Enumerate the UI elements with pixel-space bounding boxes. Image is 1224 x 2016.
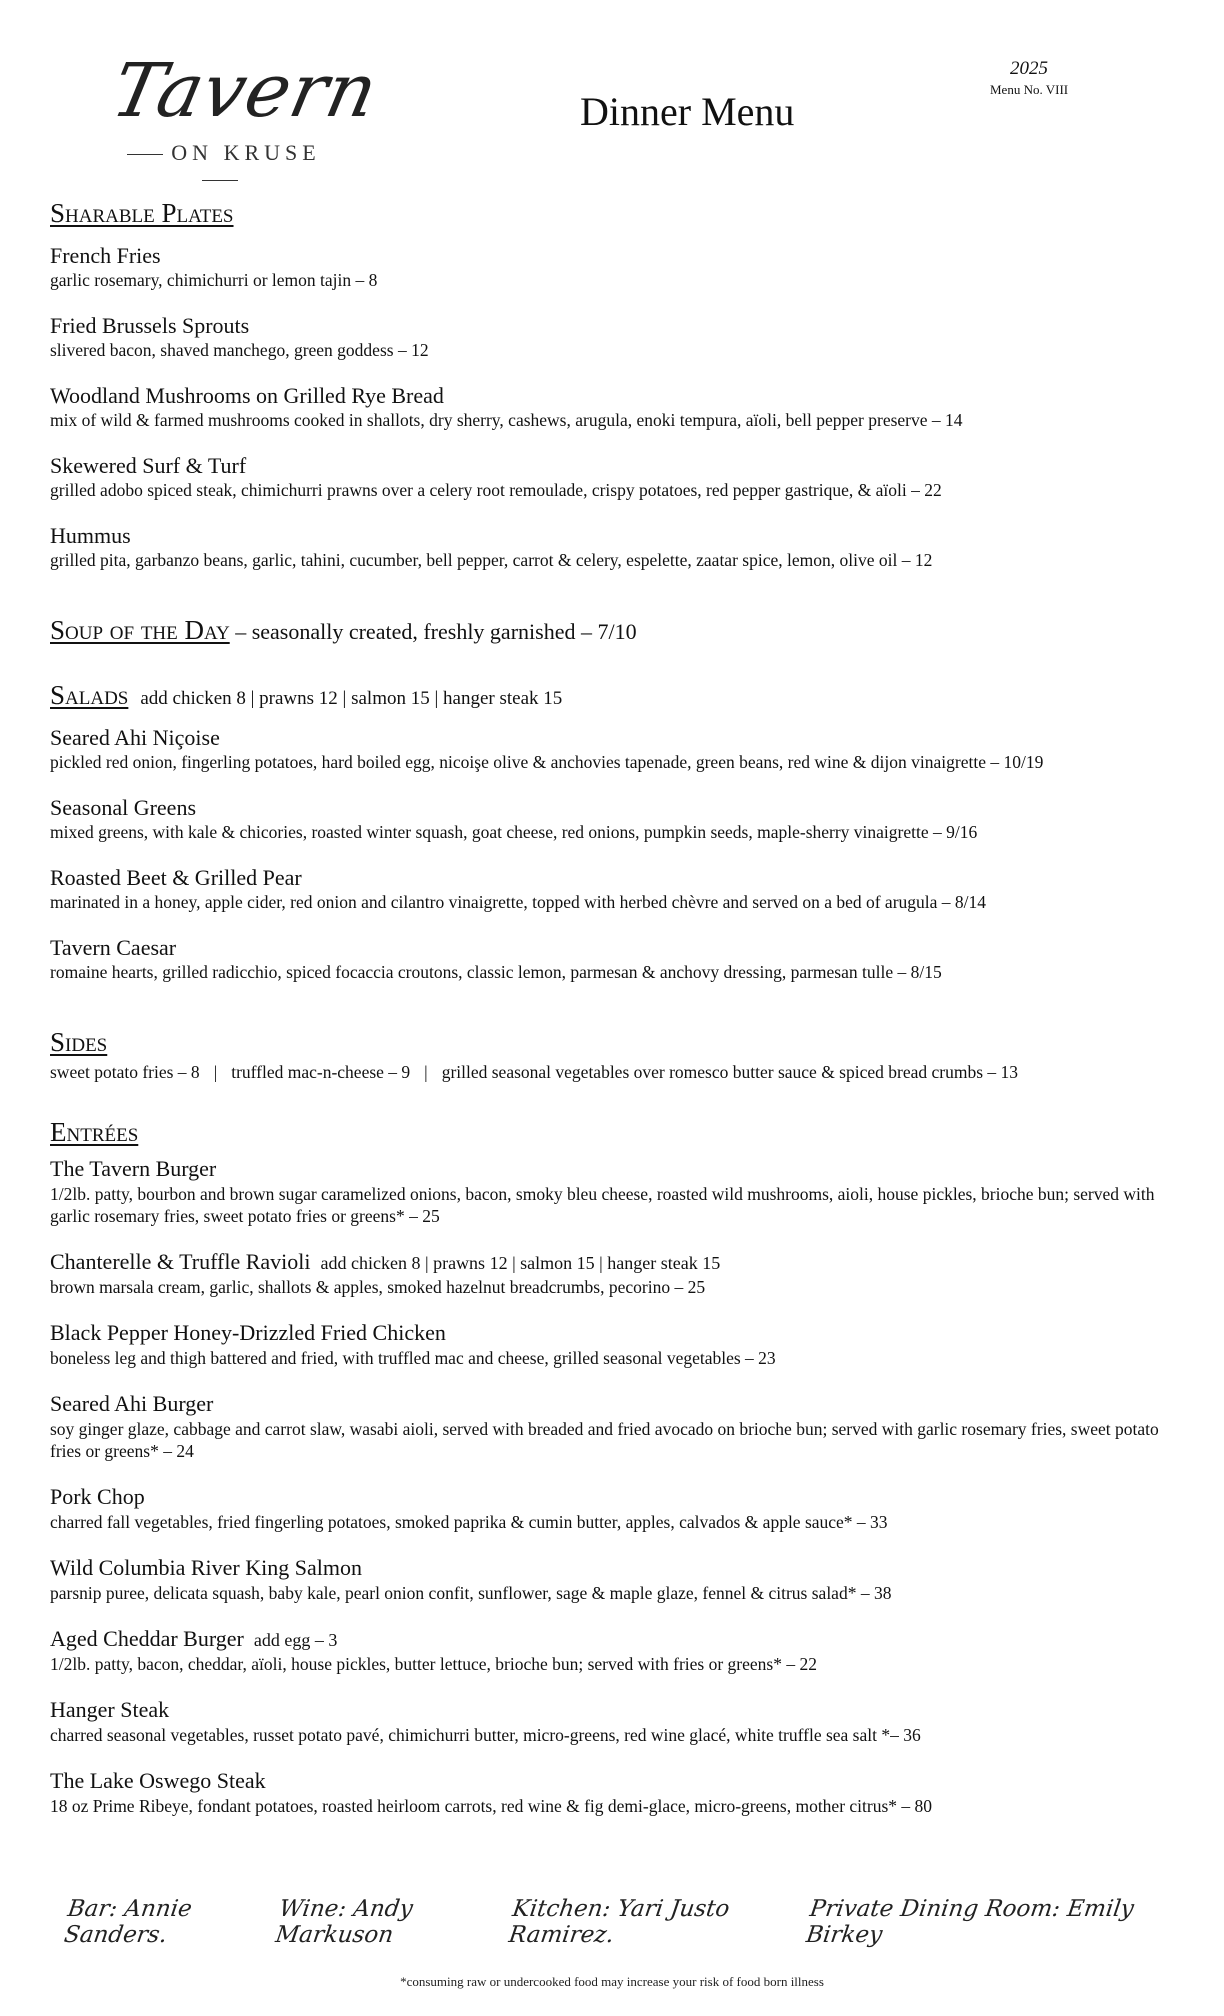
staff-signatures bbox=[62, 1896, 1179, 1948]
section-heading-soup: Soup of the Day bbox=[50, 615, 230, 645]
item-name bbox=[50, 1768, 1190, 1795]
menu-year: 2025 bbox=[1010, 58, 1048, 79]
soup-description: – seasonally created, freshly garnished – 7/10 bbox=[229, 619, 637, 644]
item-name-text: Seared Ahi Burger bbox=[50, 1391, 214, 1416]
item-name-text: Pork Chop bbox=[50, 1484, 145, 1509]
side-separator: | bbox=[213, 1062, 218, 1082]
menu-item bbox=[50, 1391, 1190, 1462]
item-description: mix of wild & farmed mushrooms cooked in shallots, dry sherry, cashews, arugula, enoki tempura, aïoli, bell pepper preserve – 14 bbox=[50, 410, 963, 430]
item-description: romaine hearts, grilled radicchio, spiced focaccia croutons, classic lemon, parmesan & anchovy dressing, parmesan tulle – 8/15 bbox=[50, 962, 942, 982]
item-description: grilled adobo spiced steak, chimichurri prawns over a celery root remoulade, crispy potatoes, red pepper gastrique, & aïoli – 22 bbox=[50, 480, 942, 500]
item-name: Seared Ahi Niçoise bbox=[50, 725, 220, 750]
sharable-list bbox=[50, 243, 1190, 571]
item-description: pickled red onion, fingerling potatoes, hard boiled egg, nicoişe olive & anchovies tapenade, green beans, red wine & dijon vinaigrette – 10/19 bbox=[50, 752, 1044, 772]
salads-list bbox=[50, 725, 1190, 983]
item-description: boneless leg and thigh battered and fried, with truffled mac and cheese, grilled seasonal vegetables – 23 bbox=[50, 1348, 776, 1368]
item-name bbox=[50, 1484, 1190, 1511]
logo-subtitle: ON KRUSE bbox=[100, 140, 340, 192]
item-name: Woodland Mushrooms on Grilled Rye Bread bbox=[50, 383, 444, 408]
item-name-text: The Tavern Burger bbox=[50, 1156, 217, 1181]
item-name: Skewered Surf & Turf bbox=[50, 453, 247, 478]
item-description: charred fall vegetables, fried fingerling potatoes, smoked paprika & cumin butter, apples, calvados & apple sauce* – 33 bbox=[50, 1512, 888, 1532]
item-add-on-note: add chicken 8 | prawns 12 | salmon 15 | hanger steak 15 bbox=[320, 1253, 721, 1273]
side-item: grilled seasonal vegetables over romesco butter sauce & spiced bread crumbs – 13 bbox=[441, 1062, 1019, 1082]
soup-of-the-day bbox=[50, 615, 1190, 646]
item-name: Hummus bbox=[50, 523, 131, 548]
item-name bbox=[50, 1249, 1190, 1276]
menu-item bbox=[50, 795, 1190, 843]
staff-wine: Wine: Andy Markuson bbox=[273, 1896, 415, 1948]
section-heading-salads bbox=[50, 680, 1190, 711]
menu-item bbox=[50, 1249, 1190, 1298]
item-description: garlic rosemary, chimichurri or lemon tajin – 8 bbox=[50, 270, 378, 290]
item-name bbox=[50, 1555, 1190, 1582]
menu-item bbox=[50, 1697, 1190, 1746]
staff-bar: Bar: Annie Sanders. bbox=[62, 1896, 194, 1948]
menu-content bbox=[50, 198, 1190, 1839]
menu-item bbox=[50, 453, 1190, 501]
item-name-text: Aged Cheddar Burger bbox=[50, 1626, 244, 1651]
item-description: brown marsala cream, garlic, shallots & apples, smoked hazelnut breadcrumbs, pecorino – 25 bbox=[50, 1277, 706, 1297]
item-name bbox=[50, 1320, 1190, 1347]
item-name bbox=[50, 1156, 1190, 1183]
menu-item bbox=[50, 313, 1190, 361]
menu-item bbox=[50, 1768, 1190, 1817]
item-name bbox=[50, 1697, 1190, 1724]
staff-private-dining: Private Dining Room: Emily Birkey bbox=[804, 1896, 1136, 1948]
salads-add-on-note: add chicken 8 | prawns 12 | salmon 15 | hanger steak 15 bbox=[140, 688, 563, 709]
item-name-text: Chanterelle & Truffle Ravioli bbox=[50, 1249, 311, 1274]
item-name-text: Hanger Steak bbox=[50, 1697, 170, 1722]
menu-item bbox=[50, 1320, 1190, 1369]
item-description: slivered bacon, shaved manchego, green goddess – 12 bbox=[50, 340, 429, 360]
page-title: Dinner Menu bbox=[580, 89, 795, 134]
side-item: truffled mac-n-cheese – 9 bbox=[231, 1062, 411, 1082]
menu-item bbox=[50, 1626, 1190, 1675]
section-heading-sides: Sides bbox=[50, 1027, 108, 1057]
entrees-list bbox=[50, 1156, 1190, 1817]
item-description: 18 oz Prime Ribeye, fondant potatoes, roasted heirloom carrots, red wine & fig demi-glace, micro-greens, mother citrus* – 80 bbox=[50, 1796, 933, 1816]
item-description: parsnip puree, delicata squash, baby kale, pearl onion confit, sunflower, sage & maple glaze, fennel & citrus salad* – 38 bbox=[50, 1583, 892, 1603]
item-name: French Fries bbox=[50, 243, 161, 268]
menu-item bbox=[50, 1555, 1190, 1604]
item-name-text: Wild Columbia River King Salmon bbox=[50, 1555, 362, 1580]
item-description: 1/2lb. patty, bourbon and brown sugar caramelized onions, bacon, smoky bleu cheese, roasted wild mushrooms, aioli, house pickles, brioche bun; served with garlic rosemary fries, sweet potato fries or greens* – 25 bbox=[50, 1184, 1155, 1226]
staff-kitchen: Kitchen: Yari Justo Ramirez. bbox=[507, 1896, 732, 1948]
menu-number: Menu No. VIII bbox=[990, 82, 1069, 97]
food-safety-disclaimer: *consuming raw or undercooked food may increase your risk of food born illness bbox=[400, 1974, 824, 1989]
side-separator: | bbox=[424, 1062, 428, 1082]
section-heading-entrees: Entrées bbox=[50, 1117, 139, 1147]
item-description: mixed greens, with kale & chicories, roasted winter squash, goat cheese, red onions, pumpkin seeds, maple-sherry vinaigrette – 9/16 bbox=[50, 822, 978, 842]
menu-item bbox=[50, 935, 1190, 983]
menu-item bbox=[50, 523, 1190, 571]
item-description: grilled pita, garbanzo beans, garlic, tahini, cucumber, bell pepper, carrot & celery, espelette, zaatar spice, lemon, olive oil – 12 bbox=[50, 550, 933, 570]
item-name: Roasted Beet & Grilled Pear bbox=[50, 865, 302, 890]
menu-item bbox=[50, 865, 1190, 913]
item-name: Tavern Caesar bbox=[50, 935, 177, 960]
item-name: Seasonal Greens bbox=[50, 795, 197, 820]
item-name-text: The Lake Oswego Steak bbox=[50, 1768, 266, 1793]
menu-item bbox=[50, 243, 1190, 291]
item-add-on-note: add egg – 3 bbox=[253, 1630, 338, 1650]
item-description: 1/2lb. patty, bacon, cheddar, aïoli, house pickles, butter lettuce, brioche bun; served with fries or greens* – 22 bbox=[50, 1654, 817, 1674]
item-name bbox=[50, 1391, 1190, 1418]
menu-item bbox=[50, 383, 1190, 431]
item-description: charred seasonal vegetables, russet potato pavé, chimichurri butter, micro-greens, red wine glacé, white truffle sea salt *– 36 bbox=[50, 1725, 921, 1745]
item-name bbox=[50, 1626, 1190, 1653]
sides-list bbox=[50, 1062, 1190, 1083]
section-heading-sharable: Sharable Plates bbox=[50, 198, 234, 228]
salads-heading-text: Salads bbox=[50, 680, 129, 710]
side-item: sweet potato fries – 8 bbox=[50, 1062, 200, 1082]
item-description: soy ginger glaze, cabbage and carrot slaw, wasabi aioli, served with breaded and fried avocado on brioche bun; served with garlic rosemary fries, sweet potato fries or greens* – 24 bbox=[50, 1419, 1159, 1461]
menu-item bbox=[50, 1156, 1190, 1227]
item-name: Fried Brussels Sprouts bbox=[50, 313, 250, 338]
logo-script-text: Tavern bbox=[104, 48, 386, 134]
tavern-logo bbox=[60, 44, 386, 165]
menu-item bbox=[50, 725, 1190, 773]
item-name-text: Black Pepper Honey-Drizzled Fried Chicken bbox=[50, 1320, 446, 1345]
menu-item bbox=[50, 1484, 1190, 1533]
item-description: marinated in a honey, apple cider, red onion and cilantro vinaigrette, topped with herbed chèvre and served on a bed of arugula – 8/14 bbox=[50, 892, 987, 912]
